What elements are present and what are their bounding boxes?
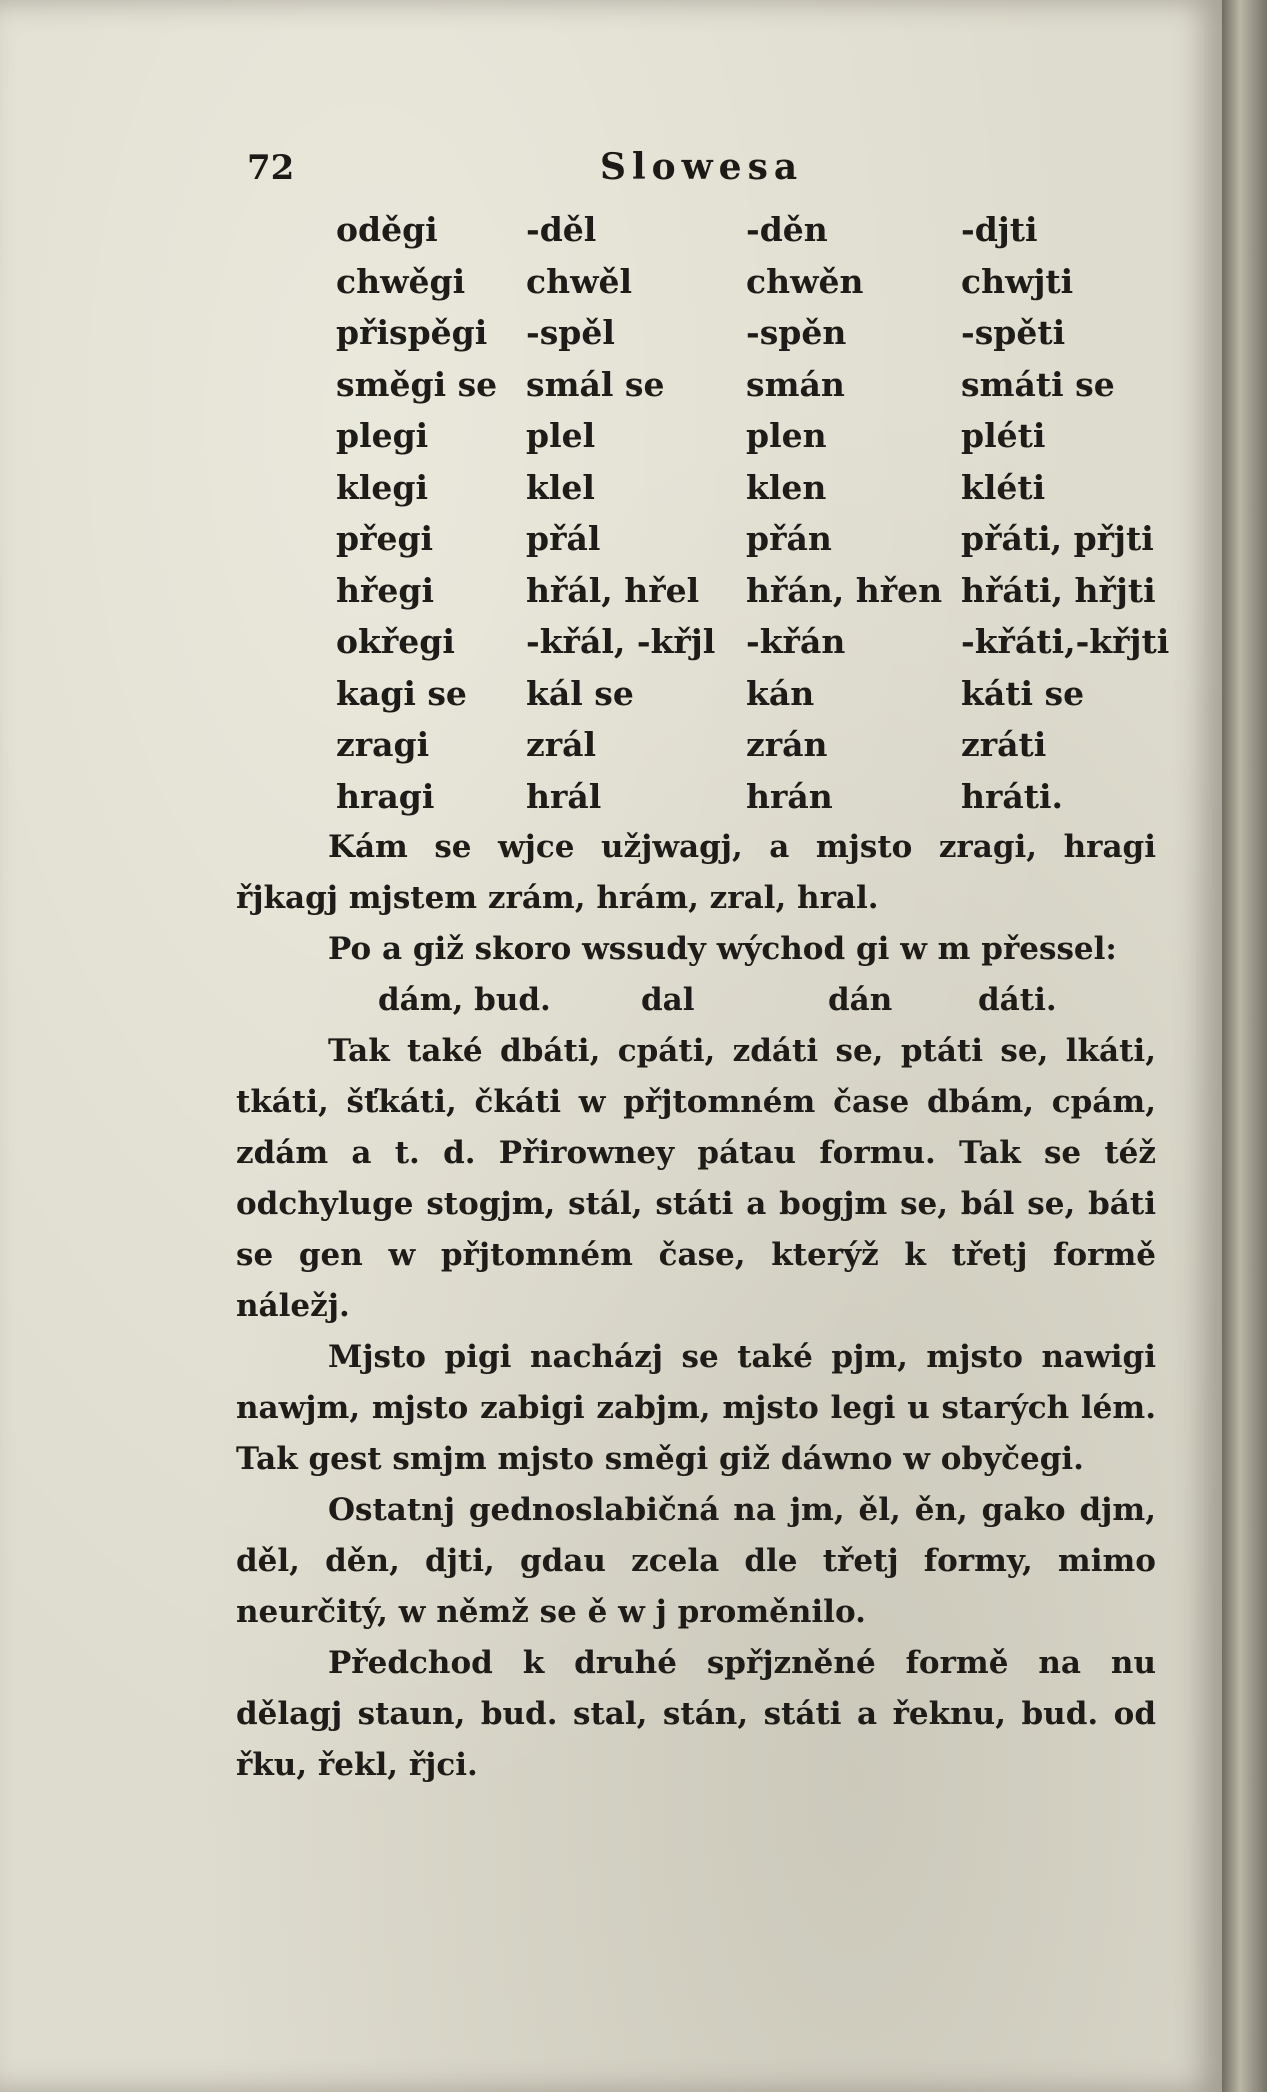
present-form: dám, bud. bbox=[378, 982, 551, 1018]
table-row bbox=[336, 313, 1166, 365]
present-form: plegi bbox=[336, 416, 429, 455]
participle-form: kán bbox=[746, 673, 815, 713]
past-form: zrál bbox=[526, 725, 597, 764]
paragraph: Mjsto pigi nacházj se také pjm, mjsto nawigi nawjm, mjsto zabigi zabjm, mjsto legi u starých lém. Tak gest smjm mjsto směgi giž dáwno w obyčegi. bbox=[236, 1339, 1156, 1477]
past-form: klel bbox=[526, 467, 595, 507]
present-form: klegi bbox=[336, 467, 429, 507]
table-row bbox=[336, 777, 1166, 829]
present-form: přispěgi bbox=[336, 313, 488, 352]
infinitive-form: kléti bbox=[961, 467, 1046, 507]
participle-form: klen bbox=[746, 467, 827, 507]
table-row bbox=[336, 365, 1166, 417]
table-row bbox=[336, 468, 1166, 520]
infinitive-form: pléti bbox=[961, 416, 1046, 455]
present-form: směgi se bbox=[336, 364, 498, 404]
book-page-edge bbox=[1222, 0, 1267, 2092]
past-form: chwěl bbox=[526, 261, 633, 301]
page-number: 72 bbox=[247, 148, 295, 188]
infinitive-form: káti se bbox=[961, 673, 1085, 713]
infinitive-form: dáti. bbox=[978, 982, 1057, 1018]
paragraph: Předchod k druhé spřjzněné formě na nu dělagj staun, bud. stal, stán, státi a řeknu, bud. od řku, řekl, řjci. bbox=[236, 1645, 1156, 1783]
past-form: -křál, -křjl bbox=[526, 622, 716, 661]
participle-form: hřán, hřen bbox=[746, 570, 943, 610]
table-row bbox=[336, 519, 1166, 571]
past-form: hrál bbox=[526, 776, 602, 816]
past-form: smál se bbox=[526, 364, 665, 404]
table-row bbox=[336, 725, 1166, 777]
participle-form: chwěn bbox=[746, 261, 864, 301]
past-form: -spěl bbox=[526, 313, 615, 352]
present-form: oděgi bbox=[336, 210, 438, 249]
table-row bbox=[336, 571, 1166, 623]
infinitive-form: zráti bbox=[961, 725, 1047, 764]
past-form: -děl bbox=[526, 210, 597, 249]
infinitive-form: -spěti bbox=[961, 313, 1066, 352]
participle-form: -spěn bbox=[746, 313, 847, 352]
example-forms-row bbox=[236, 975, 1156, 1026]
infinitive-form: chwjti bbox=[961, 261, 1074, 301]
table-row bbox=[336, 674, 1166, 726]
participle-form: plen bbox=[746, 416, 827, 455]
running-head: Slowesa bbox=[600, 146, 804, 188]
paragraph: Kám se wjce užjwagj, a mjsto zragi, hragi řjkagj mjstem zrám, hrám, zral, hral. bbox=[236, 829, 1156, 916]
participle-form: -křán bbox=[746, 622, 846, 661]
present-form: kagi se bbox=[336, 673, 467, 713]
table-row bbox=[336, 262, 1166, 314]
infinitive-form: smáti se bbox=[961, 364, 1115, 404]
paragraph: Po a giž skoro wssudy wýchod gi w m přessel: bbox=[328, 931, 1117, 967]
paragraph: Tak také dbáti, cpáti, zdáti se, ptáti se, lkáti, tkáti, šťkáti, čkáti w přjtomném čase dbám, cpám, zdám a t. d. Přirowney pátau formu. Tak se též odchyluge stogjm, stál, státi a bogjm se, bál se, báti se gen w přjtomném čase, kterýž k třetj formě náležj. bbox=[236, 1033, 1156, 1324]
infinitive-form: hřáti, hřjti bbox=[961, 570, 1156, 610]
infinitive-form: hráti. bbox=[961, 776, 1064, 816]
participle-form: smán bbox=[746, 364, 845, 404]
participle-form: -děn bbox=[746, 210, 828, 249]
past-form: kál se bbox=[526, 673, 634, 713]
past-form: přál bbox=[526, 519, 601, 558]
infinitive-form: -djti bbox=[961, 210, 1038, 249]
participle-form: zrán bbox=[746, 725, 828, 764]
present-form: chwěgi bbox=[336, 261, 466, 301]
present-form: hragi bbox=[336, 776, 435, 816]
conjugation-table bbox=[336, 210, 1170, 828]
table-row bbox=[336, 622, 1170, 674]
infinitive-form: přáti, přjti bbox=[961, 519, 1154, 558]
present-form: přegi bbox=[336, 519, 434, 558]
past-form: plel bbox=[526, 416, 596, 455]
participle-form: hrán bbox=[746, 776, 833, 816]
present-form: hřegi bbox=[336, 570, 434, 610]
body-text bbox=[236, 822, 1156, 1791]
participle-form: přán bbox=[746, 519, 832, 558]
table-row bbox=[336, 210, 1166, 262]
table-row bbox=[336, 416, 1166, 468]
present-form: okřegi bbox=[336, 622, 455, 661]
participle-form: dán bbox=[828, 982, 893, 1018]
past-form: hřál, hřel bbox=[526, 570, 700, 610]
infinitive-form: -křáti,-křjti bbox=[961, 622, 1170, 661]
present-form: zragi bbox=[336, 725, 430, 764]
past-form: dal bbox=[641, 982, 695, 1018]
paragraph: Ostatnj gednoslabičná na jm, ěl, ěn, gako djm, děl, děn, djti, gdau zcela dle třetj formy, mimo neurčitý, w němž se ě w j proměnilo. bbox=[236, 1492, 1156, 1630]
